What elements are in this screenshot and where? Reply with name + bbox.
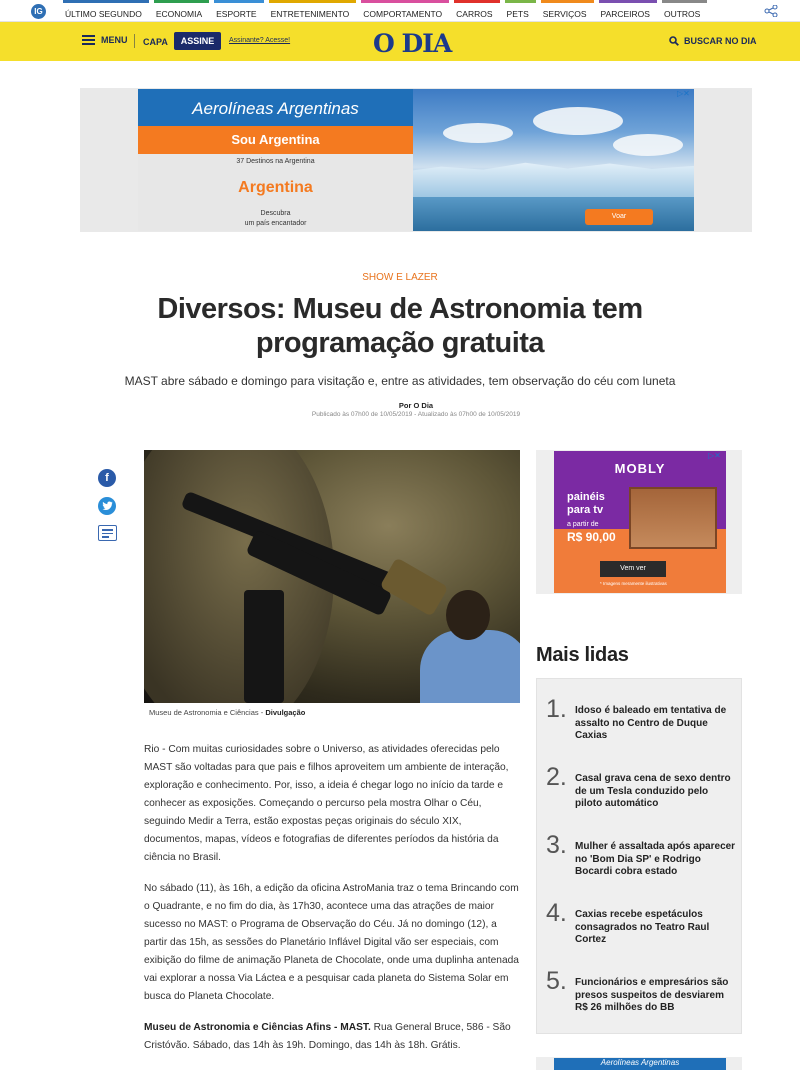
site-header [0,22,800,61]
category-servicos[interactable]: SERVIÇOS [541,0,594,22]
rank-number: 4. [546,899,567,927]
login-link[interactable]: Assinante? Acesse! [229,37,291,44]
ad-headline: Sou Argentina [138,126,413,154]
category-pets[interactable]: PETS [505,0,536,22]
search-label: BUSCAR NO DIA [684,36,757,46]
headline-link[interactable]: Mulher é assaltada após aparecer no 'Bom Dia SP' e Rodrigo Bocardi cobra estado [575,841,736,877]
most-read-item[interactable] [537,685,743,753]
ad-tagline-line1: Descubra [260,210,291,217]
most-read-title: Mais lidas [536,644,629,666]
caption-text: Museu de Astronomia e Ciências - [149,708,266,717]
side-ad-product [567,491,605,517]
side-ad-brand: MOBLY [614,461,666,476]
rank-number: 5. [546,967,567,995]
article-byline: Por O Dia [398,401,434,410]
most-read-item[interactable] [537,821,743,889]
paragraph: Rio - Com muitas curiosidades sobre o Universo, as atividades oferecidas pelo MAST são voltadas para que pais e filhos aproveitem um ambiente de interação, exploração e conhecimento. Por, isso, a ideia é chegar logo no início da tarde e conhecer as exposições. Começando o percurso pela mostra Olhar o Céu, seguindo Medir a Terra, estão expostas peças originais do século XIX, documentos, mapas, vídeos e fotografias de diferentes períodos da história da ciência no Brasil. [144,744,509,863]
category-outros[interactable]: OUTROS [662,0,707,22]
ad-tagline [138,209,413,229]
facebook-icon[interactable]: f [98,469,116,487]
ad-left-panel [138,89,413,231]
ad-country: Argentina [238,179,313,196]
assine-button[interactable]: ASSINE [174,32,221,50]
headline-link[interactable]: Funcionários e empresários são presos suspeitos de desviarem R$ 26 milhões do BB [575,977,729,1013]
capa-link[interactable]: CAPA [143,37,168,47]
search-icon [669,36,679,46]
glacier-shape [413,159,694,197]
paragraph: No sábado (11), às 16h, a edição da oficina AstroMania traz o tema Brincando com o Quadrante, e no fim do dia, às 17h30, acontece uma das atrações de maior sucesso no MAST: o Programa de Observação do Céu. Já no domingo (12), a partir das 15h, as sessões do Planetário Inflável Digital vão ser especiais, com exibição do filme de animação Planeta de Chocolate, onde uma duplinha antenada vai explorar a nossa Via Láctea e a pesquisar cada planeta do Sistema Solar em busca do Planeta Chocolate. [144,883,519,1002]
rank-number: 2. [546,763,567,791]
headline-link[interactable]: Caxias recebe espetáculos consagrados no Teatro Raul Cortez [575,909,710,945]
caption-credit: Divulgação [265,708,306,717]
category-esporte[interactable]: ESPORTE [214,0,263,22]
ad-glacier-image [413,89,694,231]
article-photo[interactable] [144,450,520,703]
top-category-bar [0,0,800,22]
headline-link[interactable]: Casal grava cena de sexo dentro de um Tesla conduzido pelo piloto automático [575,773,731,809]
twitter-icon[interactable] [98,497,116,515]
social-share [98,469,118,541]
article-dates: Publicado às 07h00 de 10/05/2019 - Atualizado às 07h00 de 10/05/2019 [311,411,521,418]
rank-number: 1. [546,695,567,723]
cloud-shape [533,107,623,135]
paragraph-info [144,1019,522,1055]
most-read-item[interactable] [537,957,743,1025]
search-button[interactable] [669,36,757,46]
category-comportamento[interactable]: COMPORTAMENTO [361,0,449,22]
most-read-item[interactable] [537,889,743,957]
site-logo[interactable]: O DIA [373,29,452,58]
comment-icon[interactable] [98,525,117,541]
menu-button[interactable] [82,35,128,45]
ad-tagline-line2: um país encantador [244,220,307,227]
article-title: Diversos: Museu de Astronomia tem programação gratuita [157,293,643,359]
tv-panel-shape [629,487,717,549]
side-ad-line1: painéis [567,491,605,503]
bird-icon [102,501,113,511]
eyepiece-shape [380,557,449,616]
person-head-shape [446,590,490,640]
side-ad-line2: para tv [567,504,604,516]
category-carros[interactable]: CARROS [454,0,499,22]
category-parceiros[interactable]: PARCEIROS [599,0,657,22]
header-divider [134,34,135,48]
article-subtitle: MAST abre sábado e domingo para visitação e, entre as atividades, tem observação do céu com luneta [124,374,676,388]
headline-link[interactable]: Idoso é baleado em tentativa de assalto no Centro de Duque Caxias [575,705,727,741]
article-body [144,741,522,1068]
ad-destinations: 37 Destinos na Argentina [236,158,315,165]
ig-logo[interactable]: IG [31,4,46,19]
side-ad-price: R$ 90,00 [567,530,616,544]
category-economia[interactable]: ECONOMIA [154,0,209,22]
side-ad-container [536,450,742,594]
menu-label: MENU [101,35,128,45]
photo-caption [149,708,305,717]
share-icon[interactable] [764,5,778,17]
ad-voar-button[interactable]: Voar [585,209,653,225]
top-ad-container [80,88,752,232]
rank-number: 3. [546,831,567,859]
side-ad-price-prefix: a partir de [567,521,599,528]
info-venue: Museu de Astronomia e Ciências Afins - MAST. [144,1022,371,1033]
cloud-shape [613,134,683,156]
category-nav [63,0,712,22]
cloud-shape [443,123,513,143]
category-entretenimento[interactable]: ENTRETENIMENTO [269,0,357,22]
bottom-ad-container [536,1057,742,1070]
most-read-list [536,678,742,1034]
side-ad-fine-print: * Imagens meramente ilustrativas [600,581,667,586]
most-read-item[interactable] [537,753,743,821]
person-shape [420,630,520,703]
top-ad-banner[interactable] [138,89,694,231]
side-ad-banner[interactable] [554,451,726,593]
section-label[interactable]: SHOW E LAZER [362,272,438,283]
hamburger-icon [82,35,95,45]
category-ultimo-segundo[interactable]: ÚLTIMO SEGUNDO [63,0,149,22]
ad-close-icon[interactable]: ▷✕ [677,89,690,98]
ad-brand: Aerolíneas Argentinas [138,89,413,126]
info-details: Rua General Bruce, 586 - São Cristóvão. Sábado, das 14h às 19h. Domingo, das 14h às 18h. Grátis. [144,1022,511,1051]
bottom-ad-banner[interactable]: Aerolíneas Argentinas [554,1058,726,1070]
telescope-pier-shape [244,590,284,703]
ad-close-icon[interactable]: ▷✕ [708,451,721,460]
side-ad-button[interactable]: Vem ver [600,561,666,577]
